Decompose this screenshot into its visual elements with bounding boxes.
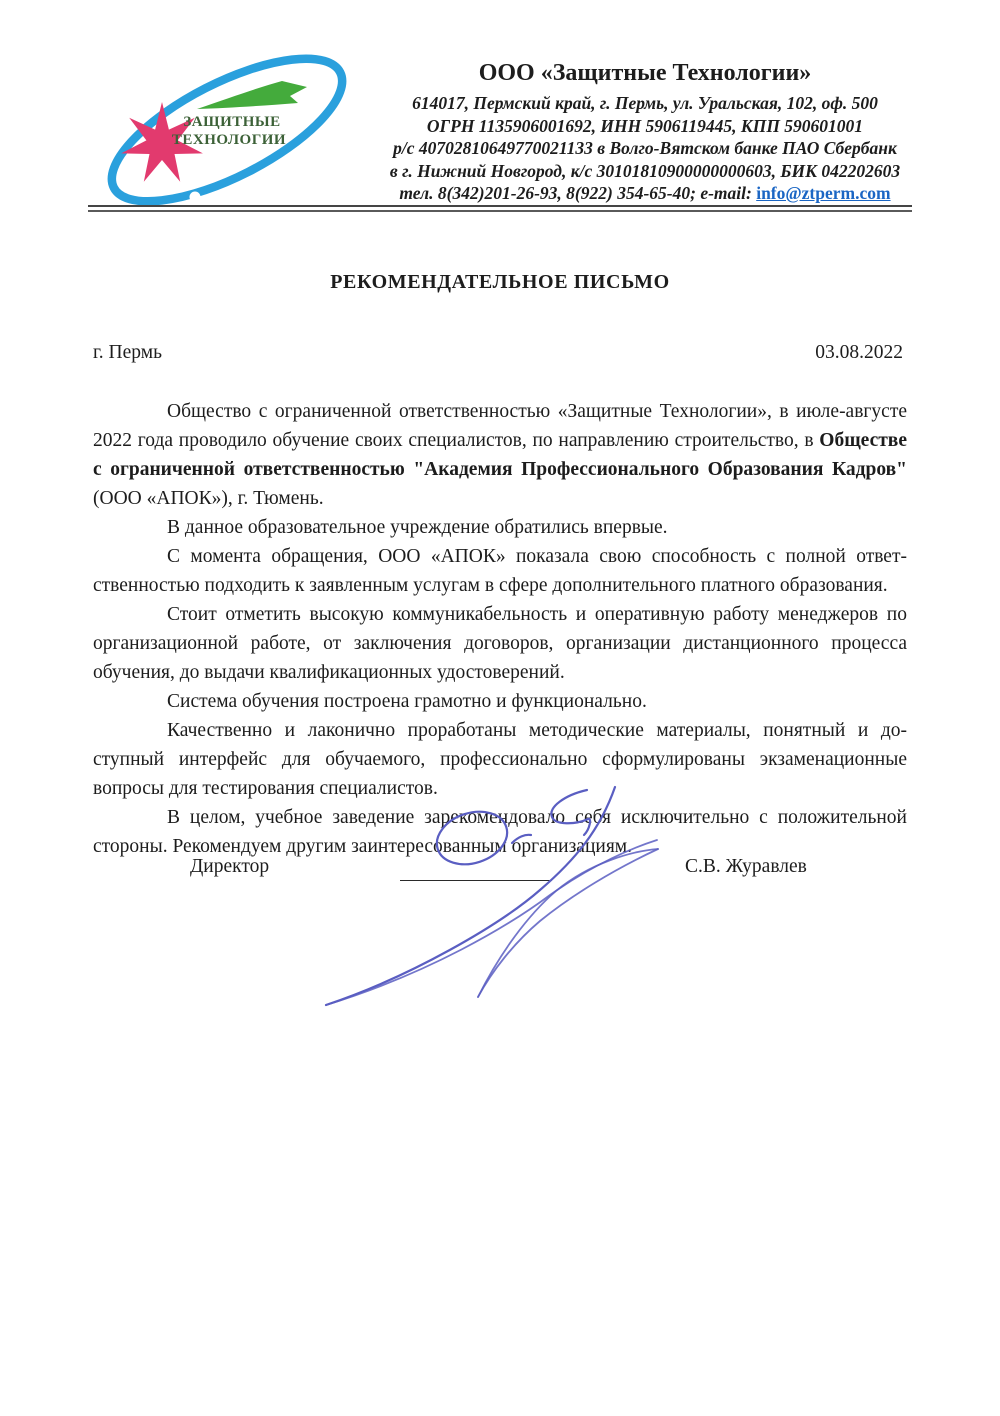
company-logo-icon	[92, 54, 394, 212]
paragraph-segment: С момента обращения, ООО «АПОК» показала свою способность с полной ответственностью подходить к заявленным услугам в сфере дополнительного платного образования.	[93, 546, 907, 596]
logo-ellipse-gap	[147, 76, 157, 86]
address-line: ОГРН 1135906001692, ИНН 5906119445, КПП 590601001	[426, 115, 864, 136]
paragraph	[93, 716, 907, 803]
city-label: г. Пермь	[93, 342, 162, 363]
paragraph	[93, 542, 907, 600]
paragraph	[93, 513, 907, 542]
logo-text-line1: ЗАЩИТНЫЕ	[183, 114, 281, 130]
signature-row	[93, 856, 907, 898]
address-line: в г. Нижний Новгород, к/с 30101810900000000603, БИК 042202603	[389, 160, 901, 181]
signer-name: С.В. Журавлев	[685, 856, 807, 877]
contact-prefix: тел. 8(342)201-26-93, 8(922) 354-65-40; e-mail:	[399, 183, 757, 203]
address-lines	[382, 92, 908, 182]
letter-title: РЕКОМЕНДАТЕЛЬНОЕ ПИСЬМО	[330, 271, 670, 293]
company-name: ООО «Защитные Технологии»	[478, 60, 812, 86]
logo-ellipse-gap	[190, 192, 201, 203]
paragraph-segment: (ООО «АПОК»), г. Тюмень.	[93, 488, 324, 509]
paragraph-segment: В целом, учебное заведение зарекомендовало себя исключительно с положительной стороны. Рекомендуем другим заинтересованным организациям.	[93, 807, 907, 857]
date-label: 03.08.2022	[815, 342, 903, 363]
logo-ellipse-gap	[339, 138, 350, 149]
address-line: 614017, Пермский край, г. Пермь, ул. Уральская, 102, оф. 500	[412, 93, 878, 113]
paragraph	[93, 803, 907, 861]
company-header	[382, 60, 908, 205]
header-divider	[88, 205, 912, 212]
meta-row	[93, 342, 903, 364]
address-line: р/с 40702810649770021133 в Волго-Вятском банке ПАО Сбербанк	[393, 138, 897, 158]
paragraph	[93, 397, 907, 513]
logo-text-line2: ТЕХНОЛОГИИ	[171, 132, 287, 148]
paragraph-segment: В данное образовательное учреждение обратились впервые.	[167, 517, 668, 538]
logo-ellipse-gap	[283, 180, 294, 191]
signature-line	[400, 880, 552, 881]
paragraph-segment: Качественно и лаконично проработаны методические материалы, понятный и доступный интерфейс для обучаемого, профессионально сформулированы экзаменационные вопросы для тестирования специалистов.	[93, 720, 907, 799]
email-link[interactable]: info@ztperm.com	[756, 183, 891, 203]
paragraph-segment: Система обучения построена грамотно и функционально.	[167, 691, 647, 712]
logo-ellipse-gap	[313, 162, 324, 173]
signer-role: Директор	[190, 856, 270, 877]
letter-body	[93, 397, 907, 861]
paragraph-segment: Стоит отметить высокую коммуникабельность и оперативную работу менеджеров по организационной работе, от заключения договоров, организации дистанционного процесса обучения, до выдачи квалификационных удостоверений.	[93, 604, 907, 683]
paragraph	[93, 600, 907, 687]
paragraph-segment-bold: Обществе с ограниченной ответственностью "Академия Профессионального Образования Кадров"	[93, 430, 907, 480]
paragraph	[93, 687, 907, 716]
contact-line	[382, 182, 908, 205]
paragraph-segment: Общество с ограниченной ответственностью «Защитные Технологии», в июле-августе 2022 года проводило обучение своих специалистов, по направлению строительство, в	[93, 401, 907, 451]
